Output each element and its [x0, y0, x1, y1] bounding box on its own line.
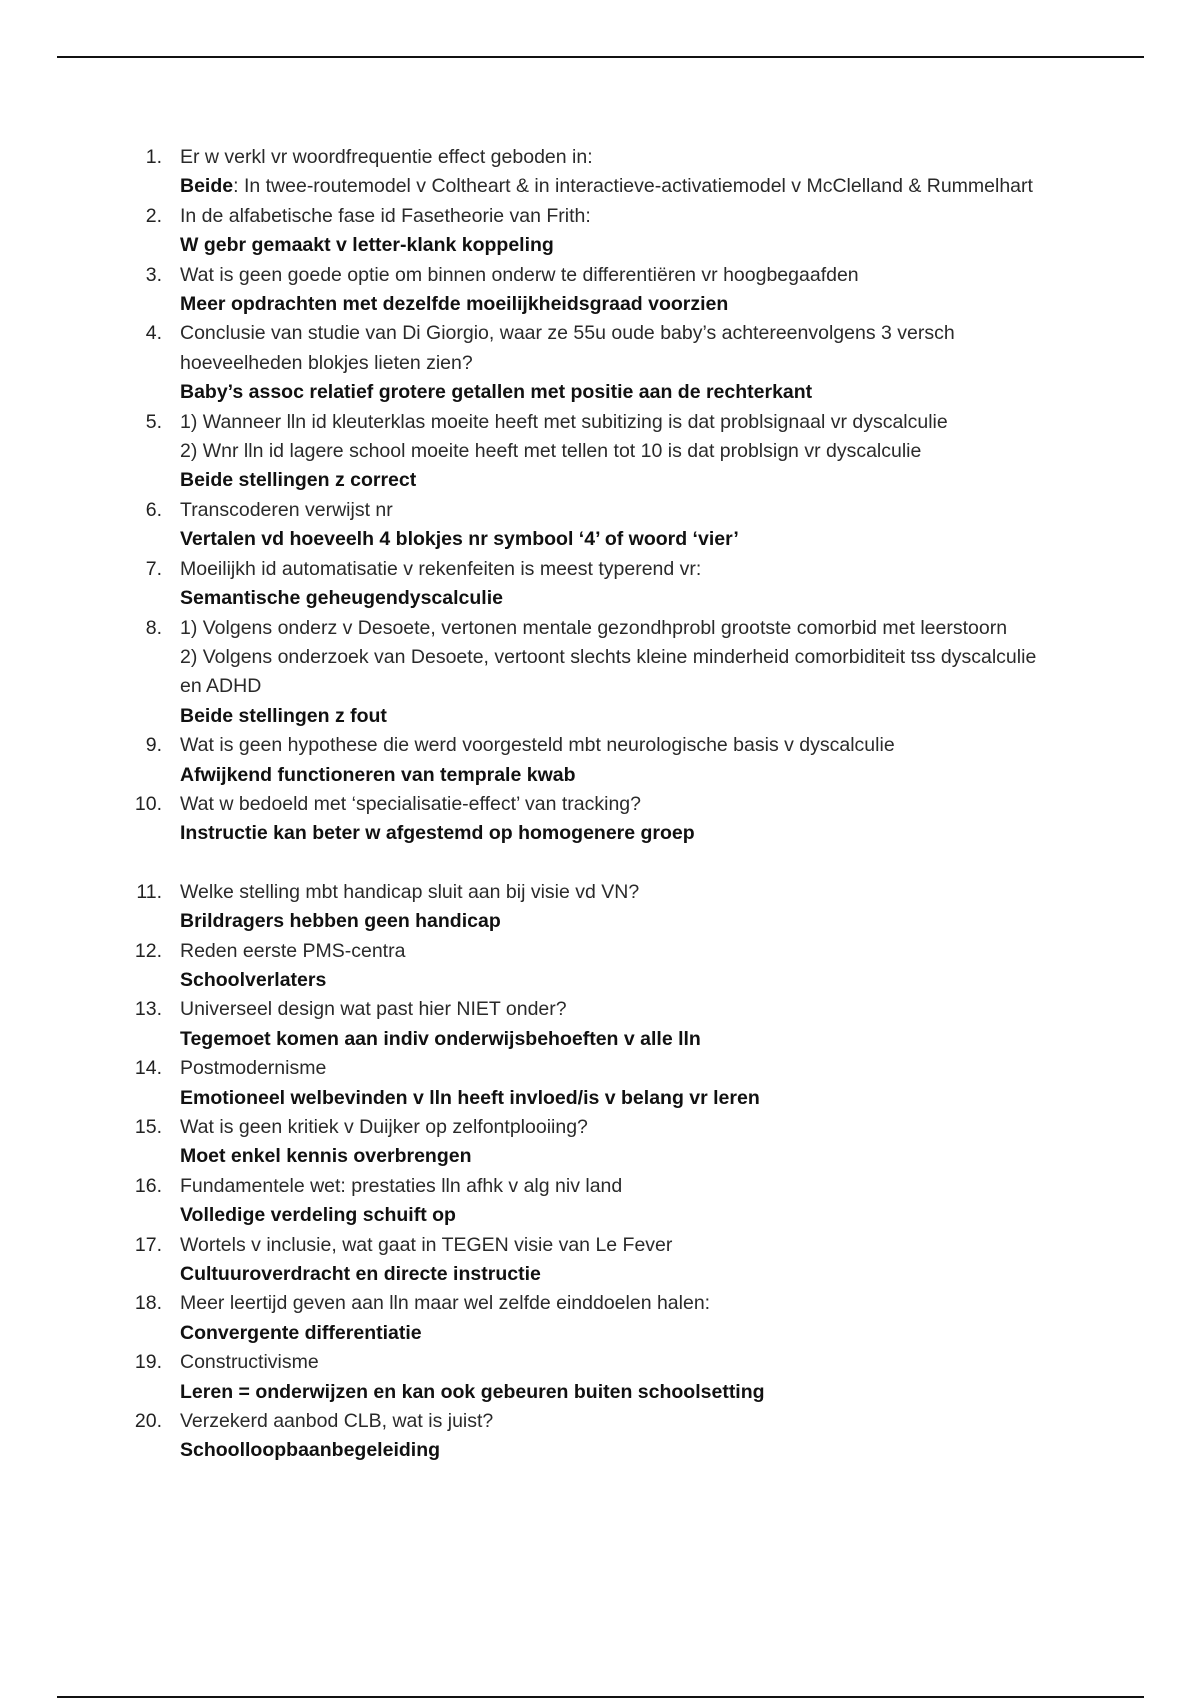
item-number: 4. [145, 322, 162, 345]
item-answer: Baby’s assoc relatief grotere getallen met positie aan de rechterkant [180, 381, 813, 404]
item-answer: Instructie kan beter w afgestemd op homogenere groep [180, 822, 695, 845]
item-number: 19. [134, 1351, 162, 1374]
list-item-6 [0, 496, 1200, 555]
item-answer: Brildragers hebben geen handicap [180, 910, 501, 933]
list-item-1 [0, 143, 1200, 202]
item-answer: Schoolverlaters [180, 968, 327, 991]
list-item-7 [0, 555, 1200, 614]
item-question: Constructivisme [180, 1351, 319, 1374]
item-question: Wat is geen kritiek v Duijker op zelfontplooiing? [180, 1116, 588, 1138]
list-item-3 [0, 261, 1200, 320]
item-question: Postmodernisme [180, 1057, 327, 1080]
item-answer: Beide stellingen z correct [180, 469, 417, 492]
list-item-4 [0, 319, 1200, 407]
item-question: Wat w bedoeld met ‘specialisatie-effect’ van tracking? [180, 792, 642, 815]
item-answer: Beide stellingen z fout [180, 704, 387, 727]
item-question-2: 2) Volgens onderzoek van Desoete, vertoont slechts kleine minderheid comorbiditeit tss dyscalculie en ADHD [180, 645, 1037, 698]
item-number: 14. [134, 1057, 162, 1080]
item-number: 16. [134, 1174, 162, 1197]
item-answer: Convergente differentiatie [180, 1321, 422, 1344]
item-answer: Tegemoet komen aan indiv onderwijsbehoeften v alle lln [180, 1027, 701, 1050]
list-item-9 [0, 731, 1200, 790]
item-question: Welke stelling mbt handicap sluit aan bij visie vd VN? [180, 880, 640, 903]
list-item-5 [0, 408, 1200, 496]
item-question: In de alfabetische fase id Fasetheorie van Frith: [180, 204, 591, 227]
list-item-14 [0, 1054, 1200, 1113]
item-number: 10. [134, 792, 162, 815]
top-rule [57, 56, 1144, 58]
item-question: Transcoderen verwijst nr [180, 498, 393, 521]
list-item-19 [0, 1348, 1200, 1407]
item-answer: Vertalen vd hoeveelh 4 blokjes nr symbool ‘4’ of woord ‘vier’ [180, 528, 739, 551]
item-number: 12. [134, 939, 162, 962]
item-answer: Leren = onderwijzen en kan ook gebeuren buiten schoolsetting [180, 1380, 765, 1403]
item-answer: Afwijkend functioneren van temprale kwab [180, 763, 576, 786]
item-question: Wortels v inclusie, wat gaat in TEGEN visie van Le Fever [180, 1233, 673, 1256]
item-answer [180, 172, 1050, 201]
list-item-20 [0, 1407, 1200, 1466]
item-answer: Emotioneel welbevinden v lln heeft invloed/is v belang vr leren [180, 1086, 760, 1109]
item-question: Universeel design wat past hier NIET onder? [180, 998, 567, 1021]
item-number: 1. [145, 146, 162, 168]
item-number: 18. [134, 1292, 162, 1315]
list-item-15 [0, 1113, 1200, 1172]
item-question: Fundamentele wet: prestaties lln afhk v alg niv land [180, 1174, 623, 1197]
bottom-rule [57, 1696, 1144, 1698]
item-number: 7. [145, 557, 162, 580]
item-answer: Schoolloopbaanbegeleiding [180, 1439, 441, 1462]
list-item-13 [0, 995, 1200, 1054]
list-item-12 [0, 937, 1200, 996]
item-answer: Semantische geheugendyscalculie [180, 587, 503, 610]
answer-rest: : In twee-routemodel v Coltheart & in interactieve-activatiemodel v McClelland & Rummelhart [233, 175, 1033, 198]
item-number: 6. [145, 498, 162, 521]
item-question: Reden eerste PMS-centra [180, 939, 406, 962]
item-question: Meer leertijd geven aan lln maar wel zelfde einddoelen halen: [180, 1292, 711, 1315]
question-list [0, 143, 1200, 1466]
list-item-2 [0, 202, 1200, 261]
item-number: 15. [134, 1116, 162, 1138]
item-question: Verzekerd aanbod CLB, wat is juist? [180, 1410, 494, 1433]
item-number: 9. [145, 734, 162, 757]
item-question: 1) Volgens onderz v Desoete, vertonen mentale gezondhprobl grootste comorbid met leerstoorn [180, 616, 1008, 639]
item-answer: Cultuuroverdracht en directe instructie [180, 1263, 541, 1286]
item-number: 11. [136, 880, 162, 903]
item-question: Conclusie van studie van Di Giorgio, waar ze 55u oude baby’s achtereenvolgens 3 versch hoeveelheden blokjes lieten zien? [180, 322, 955, 374]
list-item-16 [0, 1172, 1200, 1231]
item-answer: Volledige verdeling schuift op [180, 1204, 456, 1227]
list-item-11 [0, 878, 1200, 937]
item-number: 17. [134, 1233, 162, 1256]
item-number: 8. [145, 616, 162, 639]
item-answer: W gebr gemaakt v letter-klank koppeling [180, 234, 554, 257]
item-question: Moeilijkh id automatisatie v rekenfeiten is meest typerend vr: [180, 557, 702, 580]
item-number: 20. [134, 1410, 162, 1433]
item-question: Wat is geen goede optie om binnen onderw te differentiëren vr hoogbegaafden [180, 263, 859, 286]
item-answer: Meer opdrachten met dezelfde moeilijkheidsgraad voorzien [180, 293, 729, 316]
item-number: 2. [145, 204, 162, 227]
item-answer: Moet enkel kennis overbrengen [180, 1145, 472, 1168]
item-number: 3. [145, 263, 162, 286]
item-question: Er w verkl vr woordfrequentie effect geboden in: [180, 146, 593, 168]
item-question: 1) Wanneer lln id kleuterklas moeite heeft met subitizing is dat problsignaal vr dyscalculie [180, 410, 948, 433]
list-item-8 [0, 614, 1200, 732]
list-item-18 [0, 1289, 1200, 1348]
item-question-2: 2) Wnr lln id lagere school moeite heeft met tellen tot 10 is dat problsign vr dyscalculie [180, 440, 922, 463]
item-number: 5. [145, 410, 162, 433]
list-item-10 [0, 790, 1200, 849]
answer-bold: Beide [180, 175, 234, 198]
list-item-17 [0, 1231, 1200, 1290]
item-question: Wat is geen hypothese die werd voorgesteld mbt neurologische basis v dyscalculie [180, 734, 895, 757]
item-number: 13. [134, 998, 162, 1021]
